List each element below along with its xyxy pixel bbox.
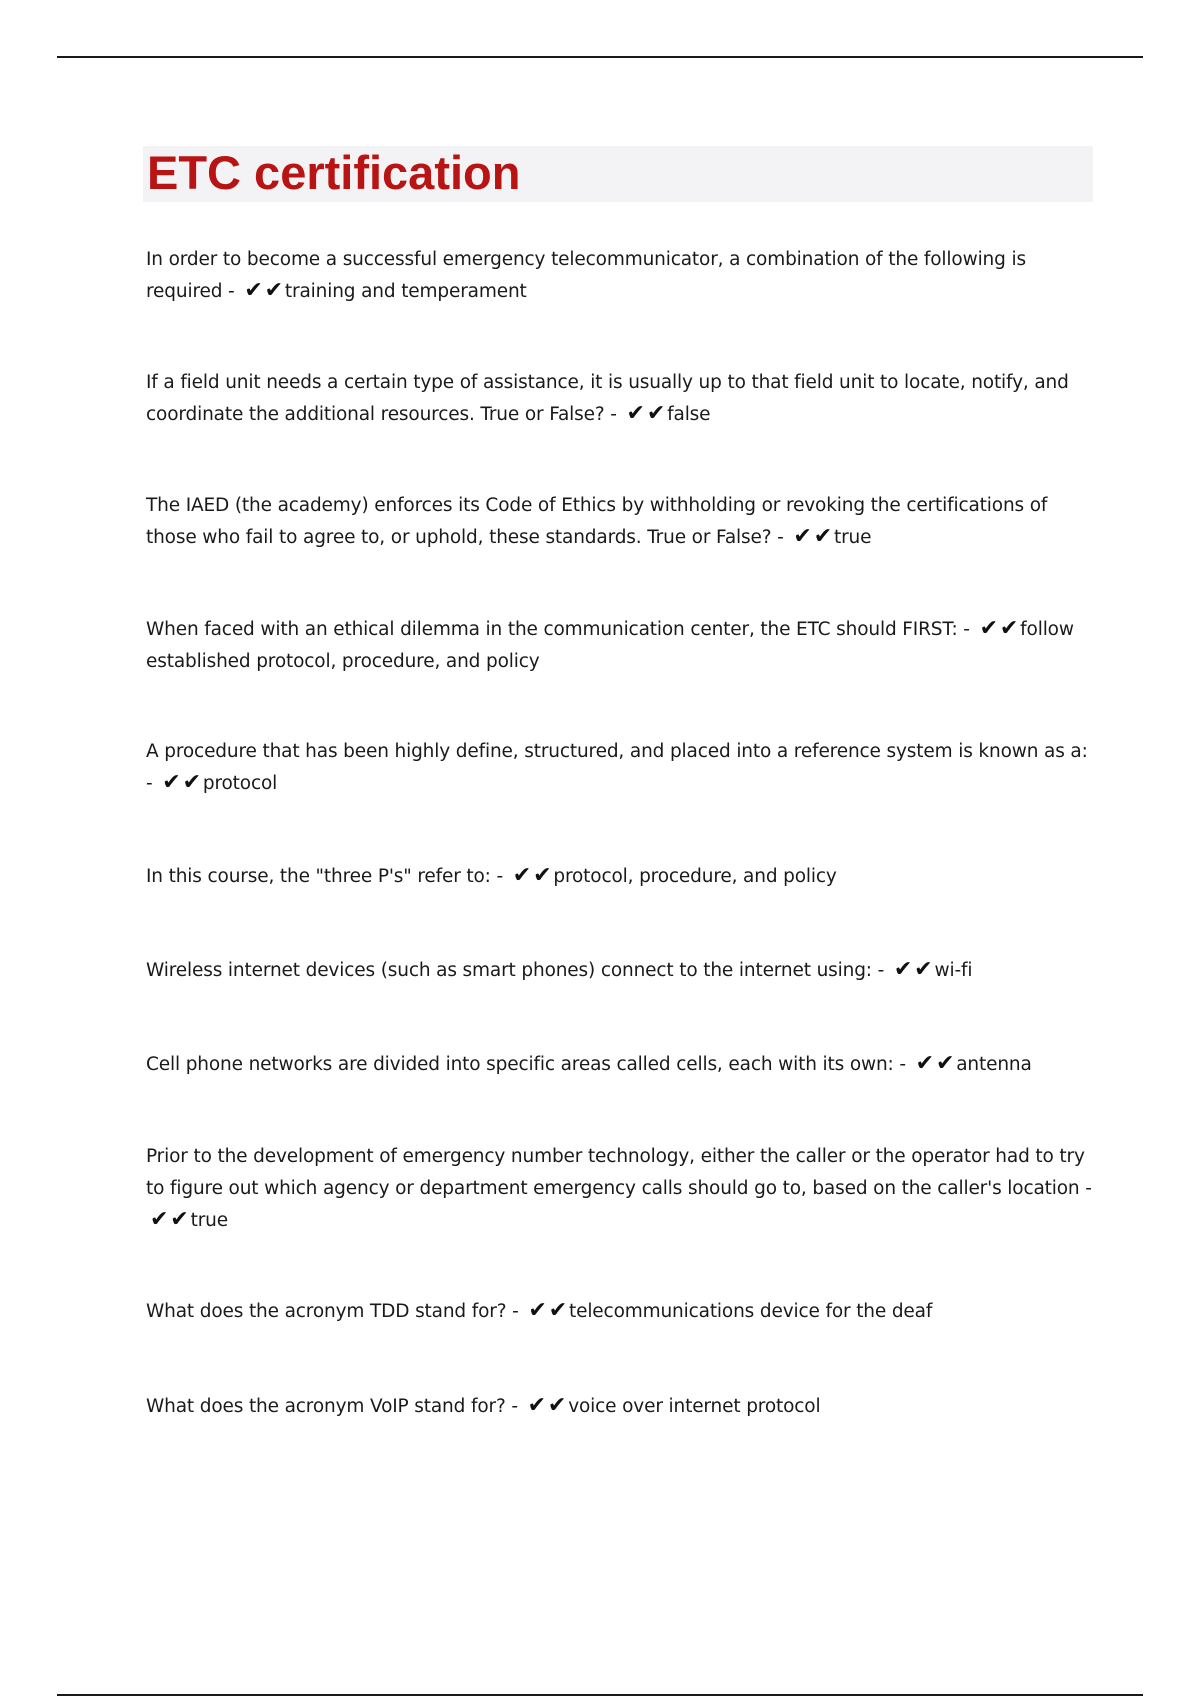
question-text: Cell phone networks are divided into specific areas called cells, each with its own: - — [146, 1054, 906, 1075]
answer-text: voice over internet protocol — [568, 1396, 821, 1417]
qa-item — [146, 367, 1096, 431]
answer-text: training and temperament — [284, 281, 527, 302]
qa-item — [146, 861, 1096, 893]
question-text: The IAED (the academy) enforces its Code of Ethics by withholding or revoking the certifications of those who fail to agree to, or uphold, these standards. True or False? - — [146, 495, 1048, 548]
check-icon: ✔ — [182, 770, 201, 795]
check-icon: ✔ — [547, 1393, 567, 1418]
check-icon: ✔ — [893, 957, 913, 982]
check-icon: ✔ — [512, 863, 532, 888]
check-icon: ✔ — [914, 957, 933, 982]
question-text: In order to become a successful emergency telecommunicator, a combination of the following is required - — [146, 249, 1026, 302]
question-text: When faced with an ethical dilemma in the communication center, the ETC should FIRST: - — [146, 619, 970, 640]
page-title: ETC certification — [147, 146, 521, 199]
question-text: In this course, the "three P's" refer to: - — [146, 866, 504, 887]
check-icon: ✔ — [979, 616, 998, 641]
check-icon: ✔ — [527, 1393, 546, 1418]
check-icon: ✔ — [162, 770, 181, 795]
question-text: What does the acronym VoIP stand for? - — [146, 1396, 518, 1417]
question-text: If a field unit needs a certain type of assistance, it is usually up to that field unit to locate, notify, and coordinate the additional resources. True or False? - — [146, 372, 1069, 425]
question-text: A procedure that has been highly define, structured, and placed into a reference system is known as a: - — [146, 741, 1088, 794]
answer-text: false — [667, 404, 711, 425]
check-icon: ✔ — [150, 1207, 169, 1232]
bottom-rule — [57, 1694, 1143, 1696]
check-icon: ✔ — [264, 278, 283, 303]
answer-text: protocol — [202, 773, 278, 794]
qa-item — [146, 1296, 1096, 1328]
question-text: Wireless internet devices (such as smart phones) connect to the internet using: - — [146, 960, 885, 981]
qa-item — [146, 1391, 1096, 1423]
check-icon: ✔ — [244, 278, 263, 303]
check-icon: ✔ — [646, 401, 666, 426]
check-icon: ✔ — [935, 1051, 955, 1076]
qa-item — [146, 490, 1096, 554]
qa-item — [146, 244, 1096, 308]
check-icon: ✔ — [533, 863, 552, 888]
check-icon: ✔ — [170, 1207, 189, 1232]
qa-item — [146, 1049, 1096, 1081]
qa-item — [146, 614, 1096, 678]
question-text: What does the acronym TDD stand for? - — [146, 1301, 519, 1322]
check-icon: ✔ — [999, 616, 1019, 641]
top-rule — [57, 56, 1143, 58]
check-icon: ✔ — [626, 401, 645, 426]
answer-text: antenna — [956, 1054, 1032, 1075]
qa-item — [146, 1141, 1096, 1237]
answer-text: follow established protocol, procedure, and policy — [146, 619, 1074, 672]
question-text: Prior to the development of emergency number technology, either the caller or the operator had to try to figure out which agency or department emergency calls should go to, based on the caller's location - — [146, 1146, 1092, 1199]
check-icon: ✔ — [528, 1298, 547, 1323]
qa-item — [146, 955, 1096, 987]
check-icon: ✔ — [793, 524, 812, 549]
check-icon: ✔ — [915, 1051, 934, 1076]
answer-text: true — [833, 527, 872, 548]
answer-text: protocol, procedure, and policy — [553, 866, 837, 887]
answer-text: wi-fi — [934, 960, 973, 981]
check-icon: ✔ — [548, 1298, 567, 1323]
check-icon: ✔ — [813, 524, 832, 549]
qa-item — [146, 736, 1096, 800]
answer-text: telecommunications device for the deaf — [568, 1301, 933, 1322]
answer-text: true — [190, 1210, 228, 1231]
